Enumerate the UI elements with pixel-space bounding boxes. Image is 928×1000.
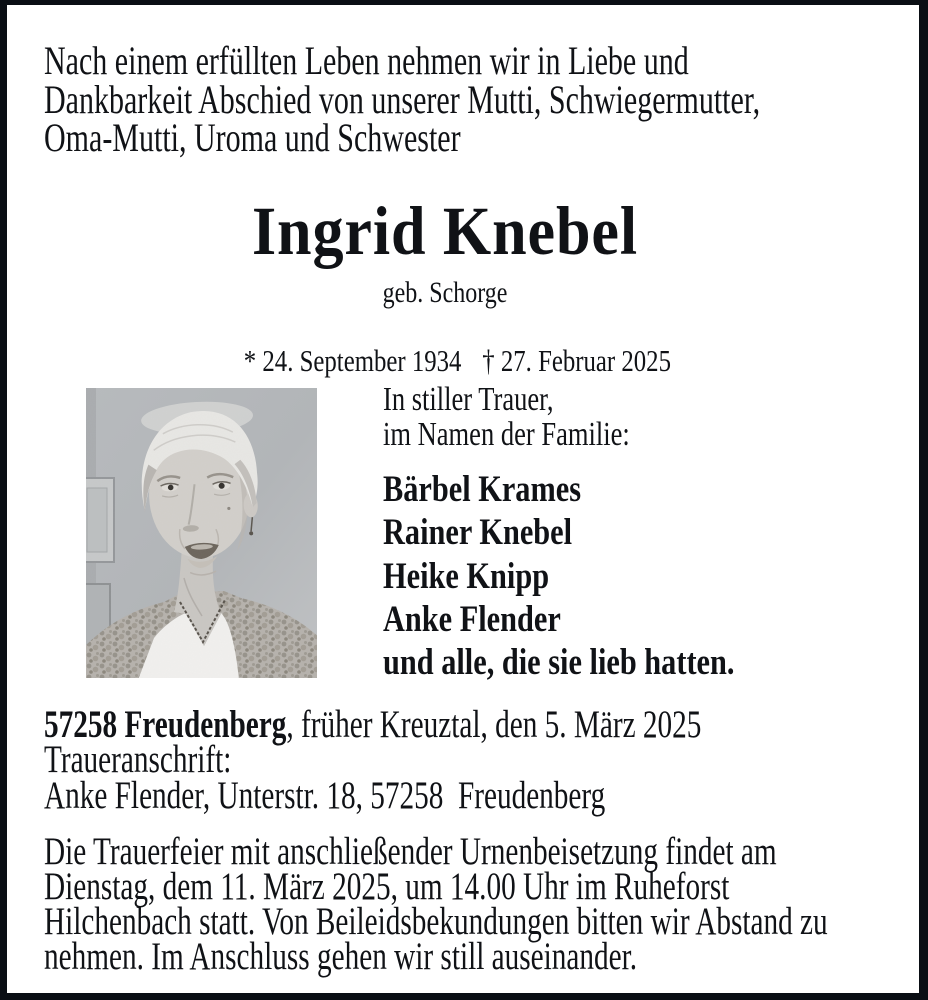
funeral-info-line: Dienstag, dem 11. März 2025, um 14.00 Uhr im Ruheforst — [44, 865, 730, 908]
maiden-name: geb. Schorge — [382, 276, 508, 309]
funeral-info-line: nehmen. Im Anschluss gehen wir still auseinander. — [44, 935, 638, 978]
place-name: 57258 Freudenberg — [44, 703, 287, 746]
mourners-list — [383, 468, 734, 684]
address-label: Traueranschrift: — [44, 738, 232, 782]
death-date: † 27. Februar 2025 — [482, 343, 671, 379]
intro-paragraph — [44, 38, 761, 160]
mourner-name: Rainer Knebel — [383, 512, 573, 554]
mourner-name: Heike Knipp — [383, 555, 550, 597]
mourning-intro-line: im Namen der Familie: — [383, 415, 630, 453]
birth-date: * 24. September 1934 — [243, 343, 462, 379]
mourner-name: Anke Flender — [383, 598, 561, 640]
place-date-line — [44, 703, 702, 746]
mourning-intro-line: In stiller Trauer, — [383, 381, 554, 418]
funeral-info-line: Hilchenbach statt. Von Beileidsbekundungen bitten wir Abstand zu — [44, 900, 828, 943]
intro-line: Oma-Mutti, Uroma und Schwester — [44, 115, 461, 160]
address-block — [44, 703, 702, 817]
mourner-name: Bärbel Krames — [383, 469, 582, 510]
funeral-info-paragraph — [44, 830, 828, 978]
mourning-intro — [383, 383, 630, 452]
intro-line: Dankbarkeit Abschied von unserer Mutti, Schwiegermutter, — [44, 76, 761, 122]
address-value: Anke Flender, Unterstr. 18, 57258 Freudenberg — [44, 773, 606, 817]
portrait-photo — [86, 388, 317, 678]
mourner-name: und alle, die sie lieb hatten. — [383, 642, 735, 684]
intro-line: Nach einem erfüllten Leben nehmen wir in Liebe und — [44, 38, 689, 83]
place-date-rest: , früher Kreuztal, den 5. März 2025 — [286, 703, 702, 746]
funeral-info-line: Die Trauerfeier mit anschließender Urnenbeisetzung findet am — [44, 830, 777, 873]
deceased-name-heading: Ingrid Knebel — [251, 193, 639, 269]
photo-grain-overlay — [86, 388, 317, 678]
